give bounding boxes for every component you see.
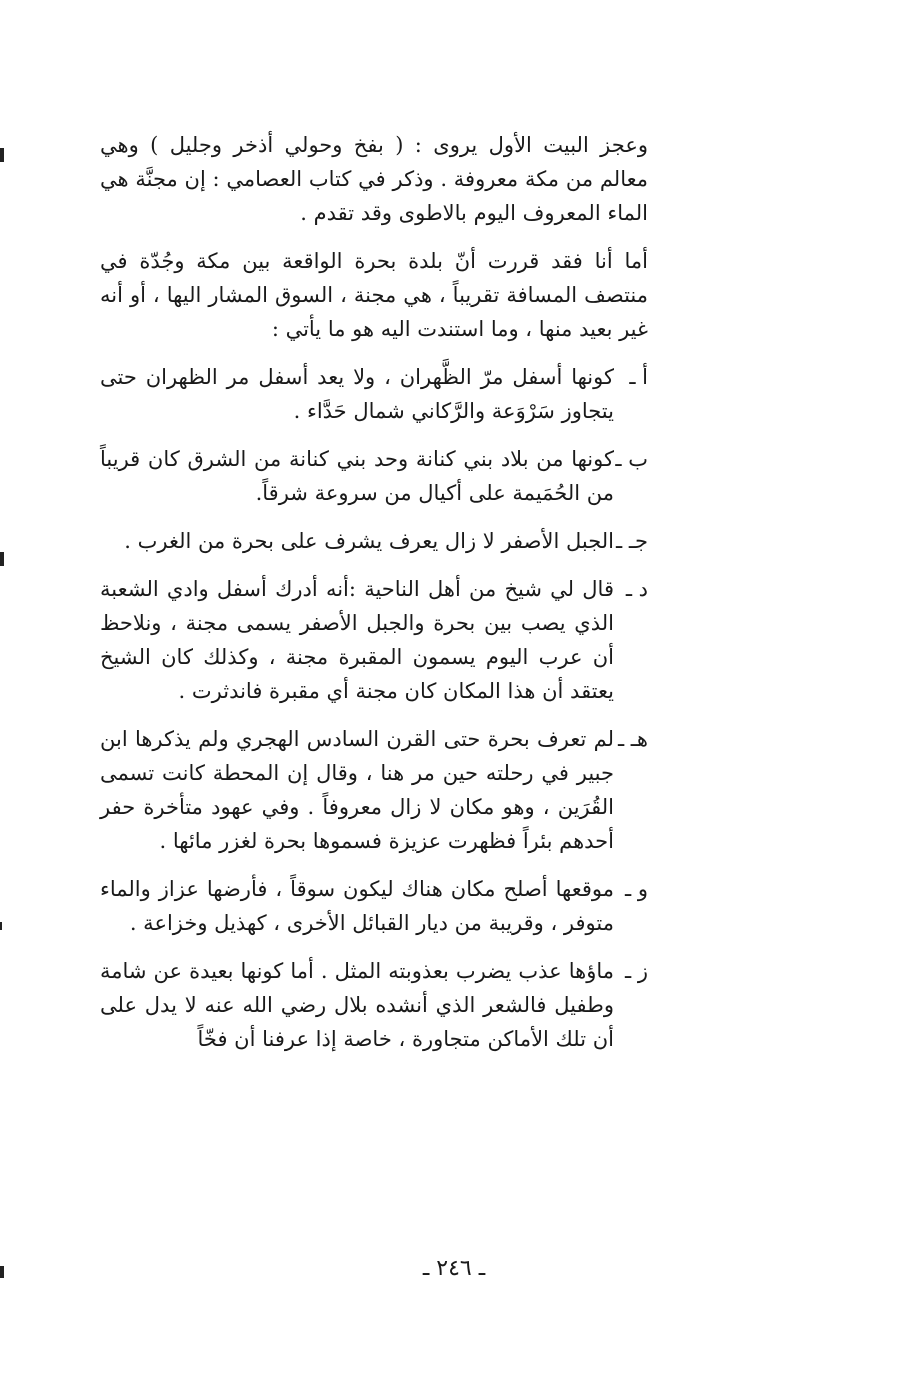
list-item [100,954,648,1056]
list-item-text: قال لي شيخ من أهل الناحية :أنه أدرك أسفل وادي الشعبة الذي يصب بين بحرة والجبل الأصفر يسمى مجنة ، ونلاحظ أن عرب اليوم يسمون المقبرة مجنة ، وكذلك كان الشيخ يعتقد أن هذا المكان كان مجنة أي مقبرة فاندثرت . [100,577,614,703]
page-number: ـ ٢٤٦ ـ [422,1256,486,1281]
list-marker: أ ـ [629,365,648,389]
list-marker: د ـ [625,577,648,601]
list-item-text: موقعها أصلح مكان هناك ليكون سوقاً ، فأرضها عزاز والماء متوفر ، وقريبة من ديار القبائل الأخرى ، كهذيل وخزاعة . [100,877,614,935]
list-item [100,442,648,510]
list-marker: و ـ [625,877,648,901]
list-item [100,360,648,428]
scan-edge-mark-top [0,148,4,162]
list-item [100,572,648,708]
list-marker: ب ـ [615,447,648,471]
list-item-text: ماؤها عذب يضرب بعذوبته المثل . أما كونها بعيدة عن شامة وطفيل فالشعر الذي أنشده بلال رضي الله عنه لا يدل على أن تلك الأماكن متجاورة ، خاصة إذا عرفنا أن فخّاً [100,959,614,1051]
list-item-text: لم تعرف بحرة حتى القرن السادس الهجري ولم يذكرها ابن جبير في رحلته حين مر هنا ، وقال إن المحطة كانت تسمى القُرَين ، وهو مكان لا زال معروفاً . وفي عهود متأخرة حفر أحدهم بئراً فظهرت عزيزة فسموها بحرة لغزر مائها . [100,727,614,853]
list-item [100,872,648,940]
list-item-text: الجبل الأصفر لا زال يعرف يشرف على بحرة من الغرب . [124,529,614,553]
paragraph-intro: وعجز البيت الأول يروى : ( بفخ وحولي أذخر وجليل ) وهي معالم من مكة معروفة . وذكر في كتاب العصامي : إن مجنَّة هي الماء المعروف اليوم بالاطوى وقد تقدم . [100,133,648,225]
list-item-text: كونها من بلاد بني كنانة وحد بني كنانة من الشرق كان قريباً من الحُمَيمة على أكيال من سروعة شرقاً. [100,447,614,505]
list-marker: ز ـ [625,959,648,983]
list-marker: هـ ـ [617,727,648,751]
scan-edge-mark-lower [0,922,2,930]
scan-edge-mark-middle [0,552,4,566]
paragraph-thesis: أما أنا فقد قررت أنّ بلدة بحرة الواقعة بين مكة وجُدّة في منتصف المسافة تقريباً ، هي مجنة ، السوق المشار اليها ، أو أنه غير بعيد منها ، وما استندت اليه هو ما يأتي : [100,249,648,341]
list-item [100,722,648,858]
list-item-text: كونها أسفل مرّ الظَّهران ، ولا يعد أسفل مر الظهران حتى يتجاوز سَرْوَعة والرَّكاني شمال حَدَّاء . [100,365,614,423]
page-body [100,128,648,1228]
list-item [100,524,648,558]
list-marker: جـ ـ [616,529,648,553]
